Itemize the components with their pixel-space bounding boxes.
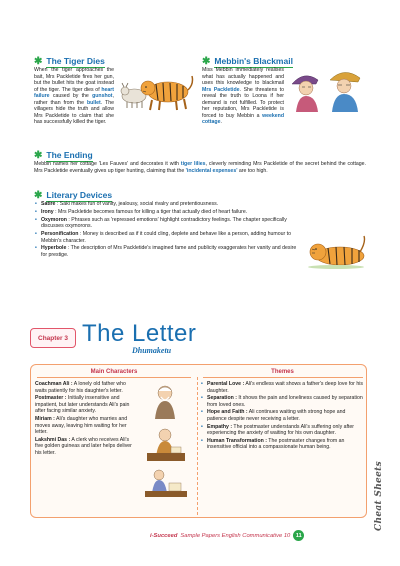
footer-book-title: Sample Papers English Communicative 10: [180, 532, 291, 539]
literary-devices-list: [34, 201, 302, 260]
list-item: Coachman Ali : A lonely old father who waits patiently for his daughter's letter.: [35, 381, 126, 394]
two-women-illustration: [286, 66, 366, 112]
star-icon: ✱: [34, 56, 43, 67]
page-number: 11: [293, 530, 304, 541]
list-item: • Irony : Mrs Packletide becomes famous for killing a tiger that actually died of heart failure.: [34, 209, 302, 216]
ending-text: Mebbin names her cottage 'Les Fauves' and decorates it with tiger lilies, cleverly reminding Mrs Packletide of the secret behind the cottage. Mrs Packletide eventually gives up tiger hunting, claiming that the 'incidental expenses' are too high.: [34, 161, 366, 174]
divider: [37, 377, 191, 378]
themes-heading: Themes: [271, 369, 294, 375]
characters-themes-box: [30, 364, 367, 518]
list-item: • Personification : Money is described as if it could cling, deplete and behave like a person, adding humour to Mebbin's character.: [34, 231, 302, 244]
list-item: Lakshmi Das : A clerk who receives Ali's five golden guineas and later helps deliver his letter.: [35, 436, 132, 456]
tiger-lying-illustration: [306, 222, 366, 270]
column-divider: [197, 377, 198, 515]
star-icon: ✱: [202, 56, 211, 67]
star-icon: ✱: [34, 190, 43, 201]
section-heading-mebbins-blackmail: ✱ Mebbin's Blackmail: [202, 56, 293, 67]
list-item: • Satire : Saki makes fun of vanity, jealousy, social rivalry and pretentiousness.: [34, 201, 302, 208]
list-item: • Human Transformation : The postmaster changes from an insensitive official into a compassionate human being.: [201, 438, 364, 451]
cheat-sheets-side-tag: Cheat Sheets: [374, 461, 384, 531]
tiger-dies-text-narrow: When the tiger approaches the bait, Mrs Packletide fires her gun, but the bullet hits the goat instead of the tiger. The tiger dies of heart failure caused by the gunshot, rather than from the bullet. The villagers hide the truth and allow Mrs Packletide to claim that she has successfully killed the tiger.: [34, 67, 114, 125]
footer-brand: i-Succeed: [150, 532, 178, 539]
main-characters-heading: Main Characters: [90, 369, 138, 375]
list-item: Postmaster : Initially insensitive and impatient, but later understands Ali's pain after facing similar anxiety.: [35, 395, 130, 415]
chapter-tag: Chapter 3: [30, 328, 76, 348]
list-item: Miriam : Ali's daughter who marries and moves away, leaving him waiting for her letter.: [35, 416, 128, 436]
list-item: • Parental Love : Ali's endless wait shows a father's deep love for his daughter.: [201, 381, 364, 394]
divider: [203, 377, 363, 378]
chapter-author: Dhumaketu: [132, 346, 172, 355]
tiger-and-goat-illustration: [116, 66, 194, 112]
list-item: • Hyperbole : The description of Mrs Packletide's imagined fame and publicity exaggerates her vanity and desire for prestige.: [34, 245, 302, 258]
page-footer: [150, 530, 304, 541]
list-item: • Separation : It shows the pain and loneliness caused by separation from loved ones.: [201, 395, 364, 408]
list-item: • Oxymoron : Phrases such as 'repressed emotions' highlight contradictory feelings. The chapter specifically discusses oxymorons.: [34, 217, 302, 230]
blackmail-text: Miss Mebbin immediately realises what has actually happened and uses this knowledge to blackmail Mrs Packletide. She threatens to reveal the truth to Loona if her demand is not fulfilled. To protect her reputation, Mrs Packletide is forced to buy Mebbin a weekend cottage.: [202, 67, 284, 125]
list-item: • Hope and Faith : Ali continues waiting with strong hope and patience despite never receiving a letter.: [201, 409, 364, 422]
section-heading-tiger-dies: ✱ The Tiger Dies: [34, 56, 105, 67]
list-item: • Empathy : The postmaster understands Ali's suffering only after experiencing the anxiety of waiting for his own daughter.: [201, 424, 364, 437]
section-heading-ending: ✱ The Ending: [34, 150, 93, 161]
characters-list: [35, 381, 135, 458]
characters-illustration: [139, 383, 193, 511]
chapter-title: The Letter: [82, 320, 197, 347]
star-icon: ✱: [34, 150, 43, 161]
section-heading-literary-devices: ✱ Literary Devices: [34, 190, 113, 201]
themes-list: [201, 381, 364, 452]
